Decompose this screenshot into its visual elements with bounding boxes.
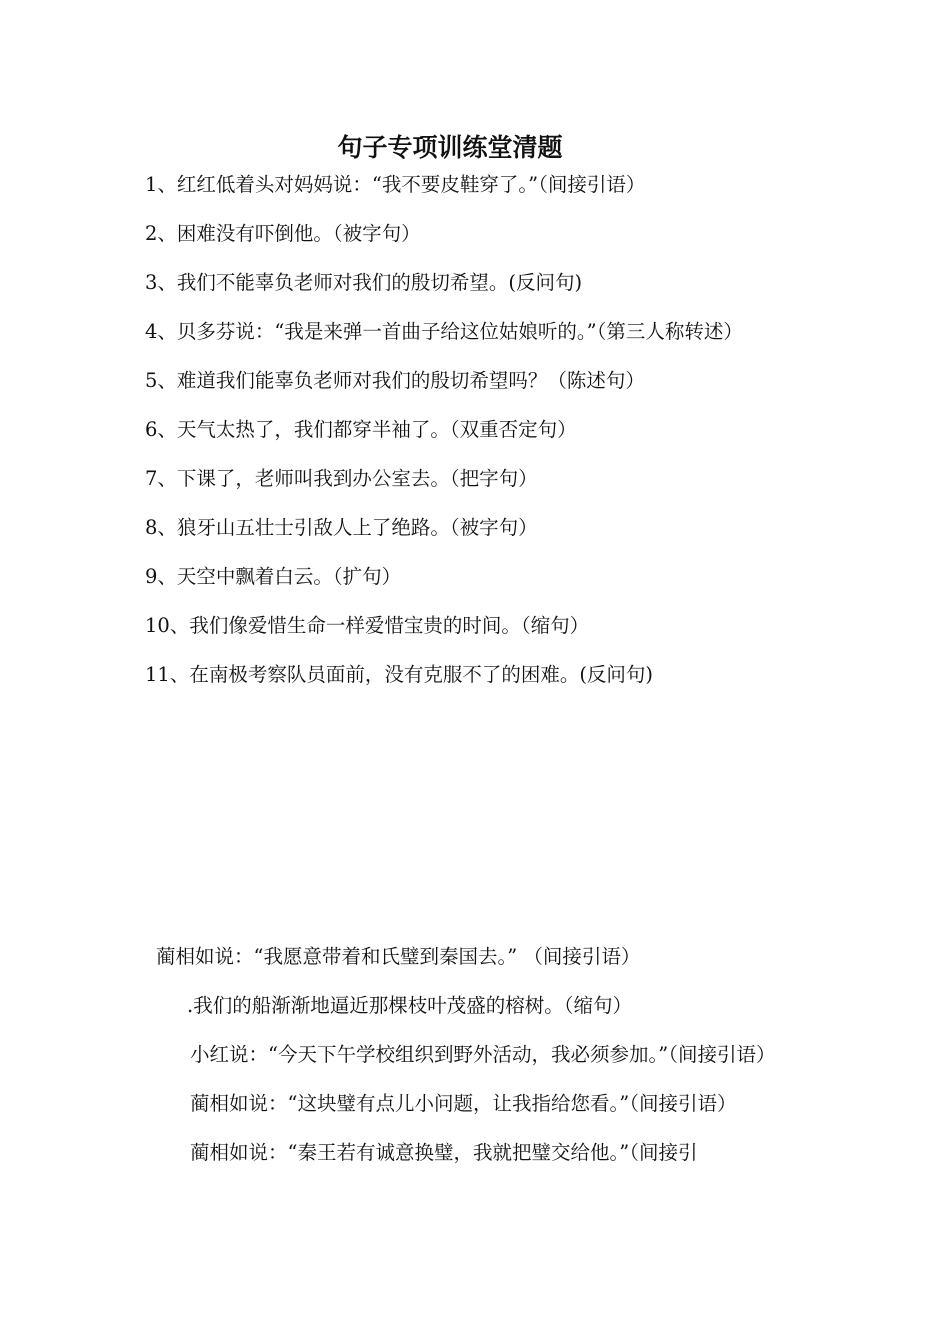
question-item-5: 5、难道我们能辜负老师对我们的殷切希望吗？（陈述句） [145,369,645,392]
question-item-4: 4、贝多芬说：“我是来弹一首曲子给这位姑娘听的。”（第三人称转述） [145,320,743,343]
extra-item-5: 蔺相如说：“秦王若有诚意换璧，我就把璧交给他。”（间接引 [190,1141,698,1164]
question-item-1: 1、红红低着头对妈妈说：“我不要皮鞋穿了。”（间接引语） [145,173,646,196]
page-title: 句子专项训练堂清题 [337,133,563,162]
extra-item-4: 蔺相如说：“这块璧有点儿小问题，让我指给您看。”（间接引语） [190,1092,737,1115]
extra-item-3: 小红说：“今天下午学校组织到野外活动，我必须参加。”（间接引语） [190,1043,776,1066]
question-item-9: 9、天空中飘着白云。（扩句） [145,565,402,588]
extra-item-1: 蔺相如说：“我愿意带着和氏璧到秦国去。” （间接引语） [156,945,641,968]
extra-item-2: .我们的船渐渐地逼近那棵枝叶茂盛的榕树。（缩句） [187,994,632,1017]
question-item-2: 2、困难没有吓倒他。（被字句） [145,222,421,245]
question-item-6: 6、天气太热了，我们都穿半袖了。（双重否定句） [145,418,577,441]
extra-exercises [145,944,810,1189]
question-list [145,172,810,711]
question-item-7: 7、下课了，老师叫我到办公室去。（把字句） [145,467,538,490]
question-item-3: 3、我们不能辜负老师对我们的殷切希望。(反问句) [145,271,583,294]
question-item-8: 8、狼牙山五壮士引敌人上了绝路。（被字句） [145,516,538,539]
question-item-10: 10、我们像爱惜生命一样爱惜宝贵的时间。（缩句） [145,614,590,637]
question-item-11: 11、在南极考察队员面前，没有克服不了的困难。(反问句) [145,663,654,686]
